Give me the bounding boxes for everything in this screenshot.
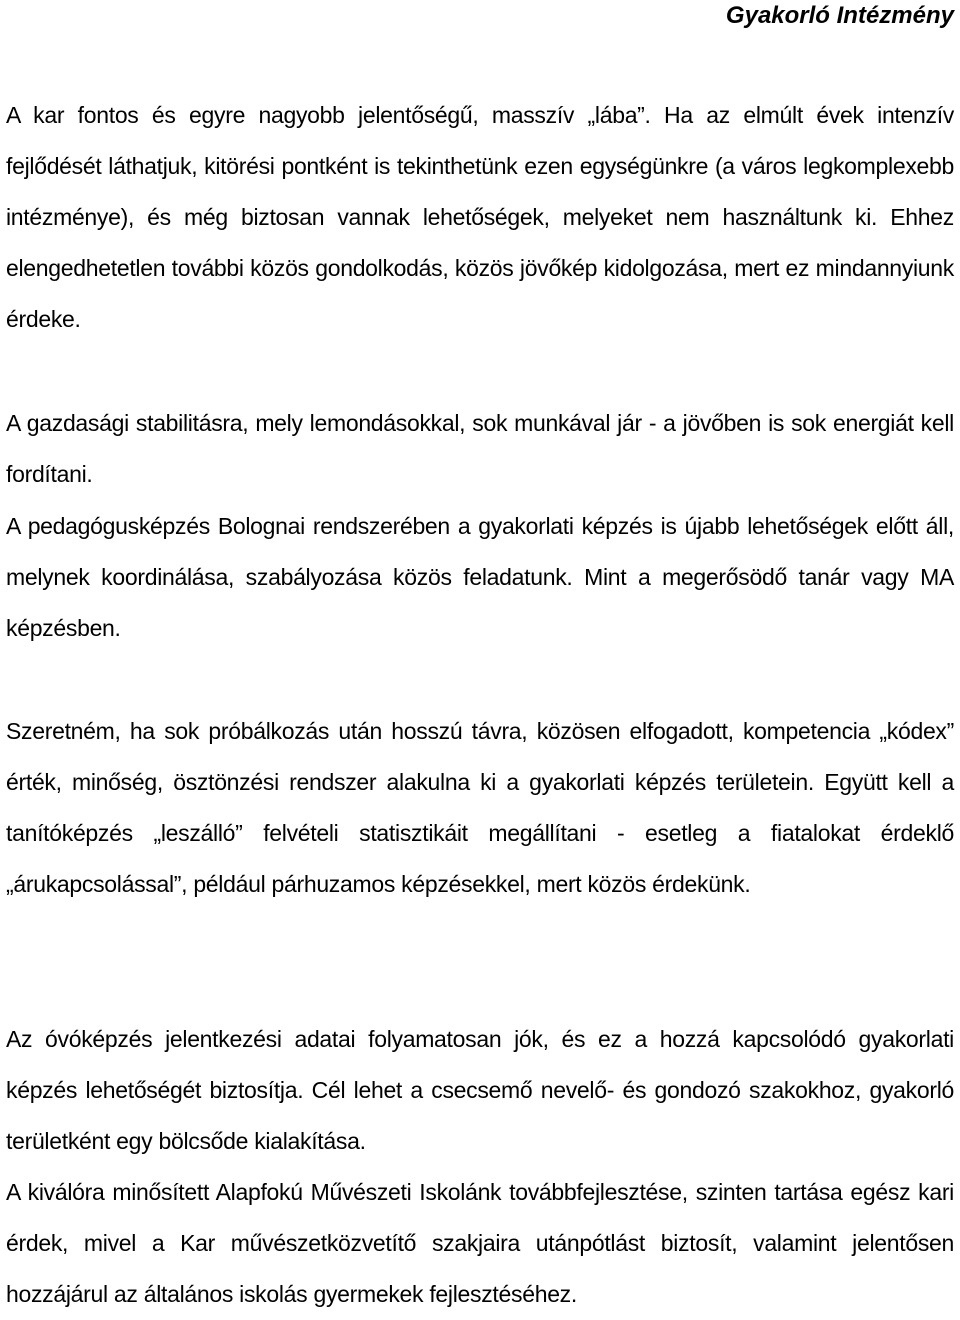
paragraph-5: Az óvóképzés jelentkezési adatai folyamatosan jók, és ez a hozzá kapcsolódó gyakorlati képzés lehetőségét biztosítja. Cél lehet a csecsemő nevelő- és gondozó szakokhoz, gyakorló területként egy bölcsőde kialakítása. [6, 1026, 954, 1154]
paragraph-1: A kar fontos és egyre nagyobb jelentőségű, masszív „lába”. Ha az elmúlt évek intenzív fejlődését láthatjuk, kitörési pontként is tekinthetünk ezen egységünkre (a város legkomplexebb intézménye), és még biztosan vannak lehetőségek, melyeket nem használtunk ki. Ehhez elengedhetetlen további közös gondolkodás, közös jövőkép kidolgozása, mert ez mindannyiunk érdeke. [6, 102, 954, 332]
paragraph-4: Szeretném, ha sok próbálkozás után hosszú távra, közösen elfogadott, kompetencia „kódex” érték, minőség, ösztönzési rendszer alakulna ki a gyakorlati képzés területein. Együtt kell a tanítóképzés „leszálló” felvételi statisztikáit megállítani - esetleg a fiatalokat érdeklő „árukapcsolással”, például párhuzamos képzésekkel, mert közös érdekünk. [6, 718, 954, 897]
paragraph-6: A kiválóra minősített Alapfokú Művészeti Iskolánk továbbfejlesztése, szinten tartása egész kari érdek, mivel a Kar művészetközvetítő szakjaira utánpótlást biztosít, valamint jelentősen hozzájárul az általános iskolás gyermekek fejlesztéséhez. [6, 1179, 954, 1307]
paragraph-2: A gazdasági stabilitásra, mely lemondásokkal, sok munkával jár - a jövőben is sok energiát kell fordítani. [6, 410, 954, 487]
paragraph-3: A pedagógusképzés Bolognai rendszerében a gyakorlati képzés is újabb lehetőségek előtt áll, melynek koordinálása, szabályozása közös feladatunk. Mint a megerősödő tanár vagy MA képzésben. [6, 513, 954, 641]
page-header-title: Gyakorló Intézmény [725, 2, 954, 29]
